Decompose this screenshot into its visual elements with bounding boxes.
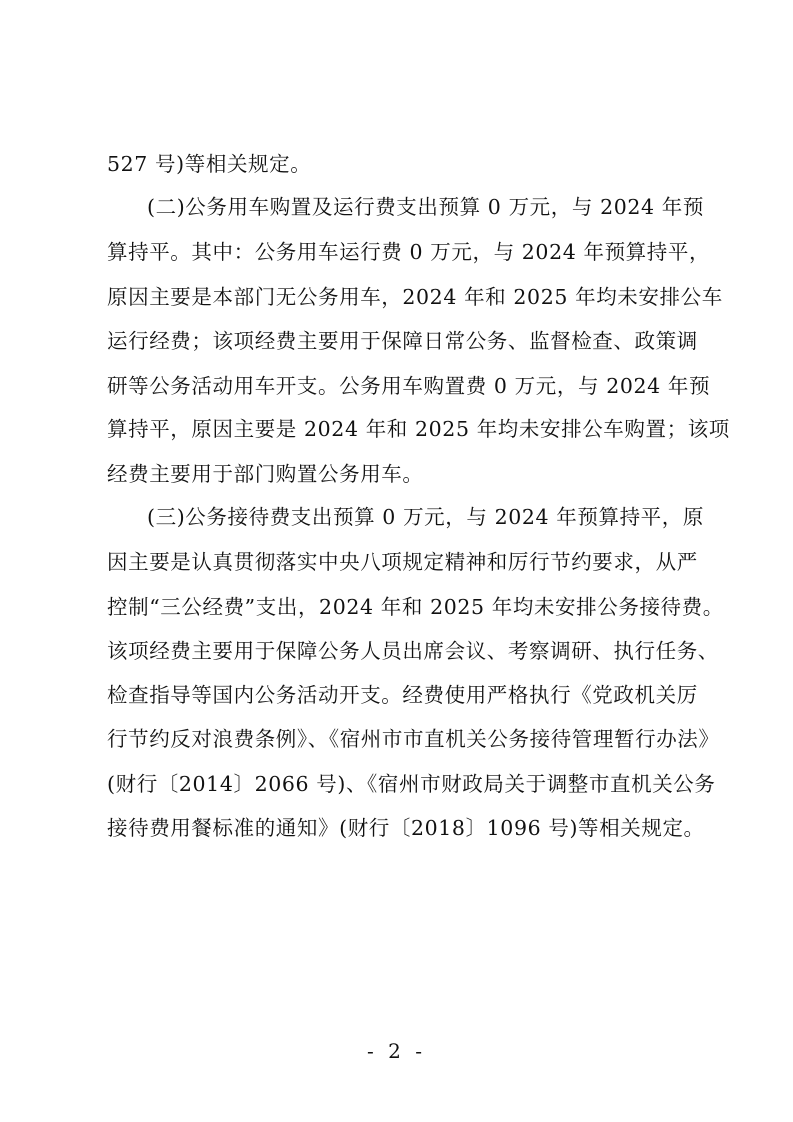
text-line: 该项经费主要用于保障公务人员出席会议、考察调研、执行任务、 — [107, 639, 719, 663]
text-line: (二)公务用车购置及运行费支出预算 0 万元，与 2024 年预 — [147, 195, 704, 219]
text-line: 因主要是认真贯彻落实中央八项规定精神和厉行节约要求，从严 — [107, 550, 698, 574]
text-line: (三)公务接待费支出预算 0 万元，与 2024 年预算持平，原 — [147, 505, 704, 529]
text-line: 研等公务活动用车开支。公务用车购置费 0 万元，与 2024 年预 — [107, 374, 711, 398]
text-line: 算持平。其中：公务用车运行费 0 万元，与 2024 年预算持平， — [107, 240, 711, 264]
page-number: - 2 - — [367, 1039, 426, 1063]
text-line: 原因主要是本部门无公务用车，2024 年和 2025 年均未安排公车 — [107, 285, 723, 309]
text-line: (财行〔2014〕2066 号)、《宿州市财政局关于调整市直机关公务 — [107, 772, 716, 796]
text-line: 527 号)等相关规定。 — [107, 152, 312, 176]
text-line: 运行经费；该项经费主要用于保障日常公务、监督检查、政策调 — [107, 329, 698, 353]
text-line: 接待费用餐标准的通知》(财行〔2018〕1096 号)等相关规定。 — [107, 816, 705, 840]
text-line: 经费主要用于部门购置公务用车。 — [107, 462, 424, 486]
text-line: 算持平，原因主要是 2024 年和 2025 年均未安排公车购置；该项 — [107, 417, 730, 441]
text-line: 控制“三公经费”支出，2024 年和 2025 年均未安排公务接待费。 — [107, 595, 724, 619]
text-line: 检查指导等国内公务活动开支。经费使用严格执行《党政机关厉 — [107, 683, 698, 707]
text-line: 行节约反对浪费条例》、《宿州市市直机关公务接待管理暂行办法》 — [107, 727, 720, 751]
